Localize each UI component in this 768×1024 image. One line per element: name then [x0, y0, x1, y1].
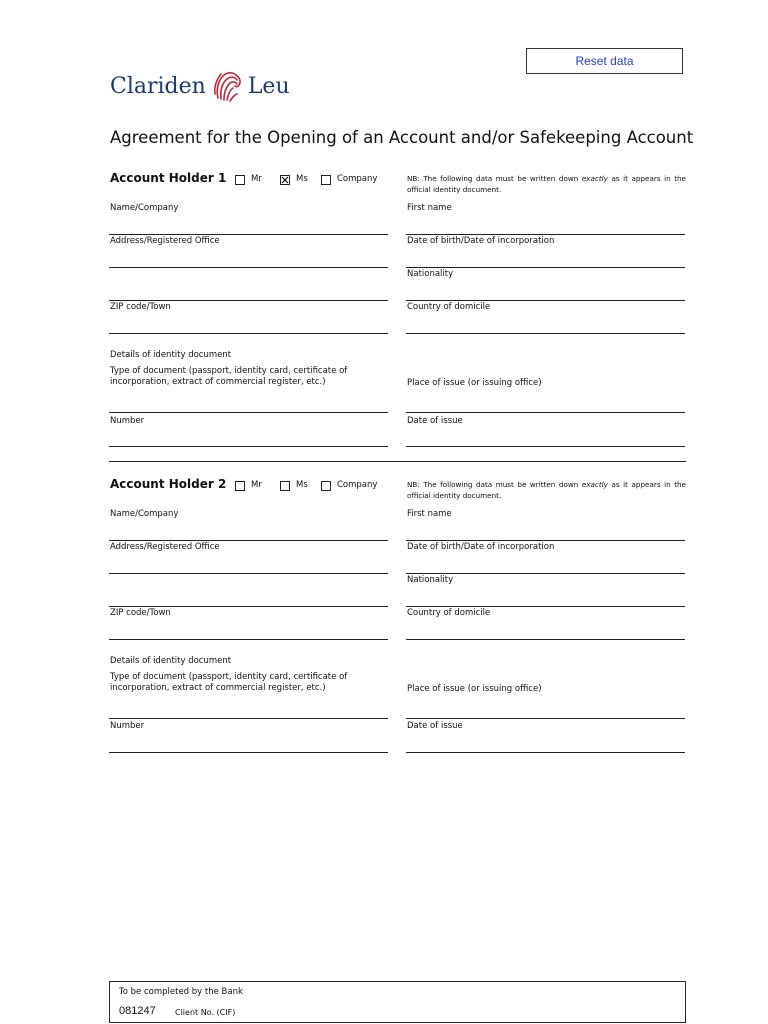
checkbox-label-ms: Ms — [296, 480, 308, 490]
doc-type-label: Type of document (passport, identity card, certificate of incorporation, extract of commercial register, etc.) — [110, 672, 348, 693]
first-name-field[interactable] — [406, 234, 685, 235]
logo-text-leu: Leu — [247, 73, 290, 99]
client-number-label: Client No. (CIF) — [175, 1008, 236, 1017]
first-name-label: First name — [407, 509, 452, 519]
zip-town-field[interactable] — [109, 639, 388, 640]
number-label: Number — [110, 416, 145, 426]
dob-label: Date of birth/Date of incorporation — [407, 542, 555, 552]
reset-data-button[interactable]: Reset data — [526, 48, 683, 74]
date-issue-label: Date of issue — [407, 721, 463, 731]
checkbox-mr[interactable] — [235, 481, 245, 491]
dob-label: Date of birth/Date of incorporation — [407, 236, 555, 246]
nationality-label: Nationality — [407, 269, 454, 279]
place-issue-label: Place of issue (or issuing office) — [407, 684, 542, 694]
domicile-label: Country of domicile — [407, 608, 491, 618]
domicile-field[interactable] — [406, 639, 685, 640]
address-label: Address/Registered Office — [110, 542, 220, 552]
number-field[interactable] — [109, 752, 388, 753]
form-title: Agreement for the Opening of an Account and/or Safekeeping Account — [110, 128, 694, 147]
logo-text-clariden: Clariden — [110, 73, 206, 99]
first-name-field[interactable] — [406, 540, 685, 541]
address-field-line-2[interactable] — [109, 300, 388, 301]
lion-icon — [210, 68, 244, 104]
nb-text: NB: The following data must be written down — [407, 480, 582, 489]
nationality-field[interactable] — [406, 300, 685, 301]
checkbox-label-company: Company — [337, 174, 378, 184]
number-label: Number — [110, 721, 145, 731]
nb-text: NB: The following data must be written down — [407, 174, 582, 183]
bank-use-box — [109, 981, 686, 1023]
nb-text-end: as it appears in the official identity document. — [407, 480, 686, 500]
account-holder-label: Account Holder 1 — [110, 171, 227, 185]
name-company-label: Name/Company — [110, 509, 179, 519]
number-field[interactable] — [109, 446, 388, 447]
check-x-icon — [281, 176, 289, 184]
date-issue-field[interactable] — [406, 446, 685, 447]
checkbox-company[interactable] — [321, 481, 331, 491]
first-name-label: First name — [407, 203, 452, 213]
nb-emphasis: exactly — [581, 480, 608, 489]
zip-town-label: ZIP code/Town — [110, 608, 171, 618]
address-field[interactable] — [109, 267, 388, 268]
doc-type-label: Type of document (passport, identity card, certificate of incorporation, extract of commercial register, etc.) — [110, 366, 348, 387]
checkbox-company[interactable] — [321, 175, 331, 185]
checkbox-label-mr: Mr — [251, 174, 262, 184]
zip-town-label: ZIP code/Town — [110, 302, 171, 312]
nb-emphasis: exactly — [581, 174, 608, 183]
checkbox-mr[interactable] — [235, 175, 245, 185]
dob-field[interactable] — [406, 573, 685, 574]
name-company-label: Name/Company — [110, 203, 179, 213]
bank-box-title: To be completed by the Bank — [119, 987, 243, 997]
checkbox-label-company: Company — [337, 480, 378, 490]
checkbox-ms[interactable] — [280, 175, 290, 185]
nb-note — [407, 173, 686, 195]
doc-type-field[interactable] — [109, 718, 388, 719]
nb-text-end: as it appears in the official identity document. — [407, 174, 686, 194]
checkbox-ms[interactable] — [280, 481, 290, 491]
domicile-label: Country of domicile — [407, 302, 491, 312]
nationality-label: Nationality — [407, 575, 454, 585]
doc-type-field[interactable] — [109, 412, 388, 413]
account-holder-label: Account Holder 2 — [110, 477, 227, 491]
checkbox-label-mr: Mr — [251, 480, 262, 490]
address-field[interactable] — [109, 573, 388, 574]
dob-field[interactable] — [406, 267, 685, 268]
nationality-field[interactable] — [406, 606, 685, 607]
date-issue-label: Date of issue — [407, 416, 463, 426]
date-issue-field[interactable] — [406, 752, 685, 753]
section-divider — [109, 461, 686, 462]
checkbox-label-ms: Ms — [296, 174, 308, 184]
place-issue-field[interactable] — [406, 718, 685, 719]
id-details-label: Details of identity document — [110, 656, 232, 666]
nb-note — [407, 479, 686, 501]
name-company-field[interactable] — [109, 234, 388, 235]
domicile-field[interactable] — [406, 333, 685, 334]
place-issue-label: Place of issue (or issuing office) — [407, 378, 542, 388]
name-company-field[interactable] — [109, 540, 388, 541]
zip-town-field[interactable] — [109, 333, 388, 334]
place-issue-field[interactable] — [406, 412, 685, 413]
client-number-value[interactable]: 081247 — [119, 1005, 156, 1017]
clariden-leu-logo — [110, 66, 290, 106]
id-details-label: Details of identity document — [110, 350, 232, 360]
address-label: Address/Registered Office — [110, 236, 220, 246]
address-field-line-2[interactable] — [109, 606, 388, 607]
